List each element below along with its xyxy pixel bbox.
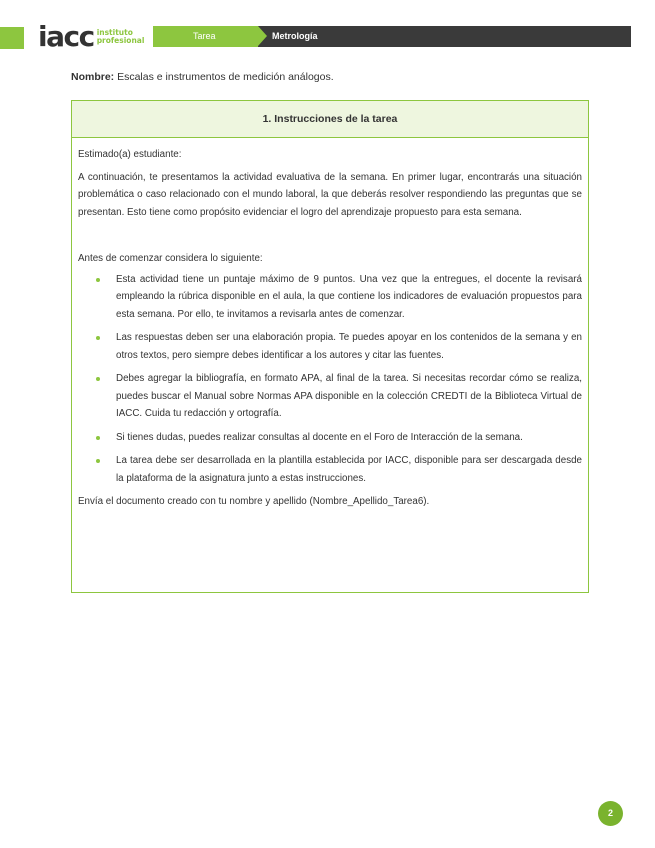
instructions-box — [71, 100, 589, 593]
instructions-body — [72, 138, 588, 511]
task-name-line — [71, 71, 334, 83]
section-title: 1. Instrucciones de la tarea — [72, 101, 588, 138]
page-number-badge: 2 — [598, 801, 623, 826]
logo-word: iacc — [38, 20, 94, 53]
subject-title: Metrología — [272, 31, 318, 41]
instruction-list — [78, 271, 582, 488]
list-item: Las respuestas deben ser una elaboración propia. Te puedes apoyar en los contenidos de la semana y en otros textos, pero siempre debes identificar a los autores y citar las fuentes. — [116, 329, 582, 364]
name-label: Nombre: — [71, 71, 115, 83]
list-item: Debes agregar la bibliografía, en formato APA, al final de la tarea. Si necesitas recordar cómo se realiza, puedes buscar el Manual sobre Normas APA disponible en la colección CREDTI de la Biblioteca Virtual de IACC. Cuida tu redacción y ortografía. — [116, 370, 582, 423]
greeting: Estimado(a) estudiante: — [78, 149, 182, 160]
iacc-logo — [38, 20, 145, 53]
logo-subtitle-line2: profesional — [96, 36, 145, 45]
tab-tarea: Tarea — [153, 26, 258, 47]
logo-subtitle — [97, 29, 145, 45]
logo-subtitle-line1: instituto — [96, 28, 133, 37]
before-start-text: Antes de comenzar considera lo siguiente: — [78, 253, 263, 264]
intro-paragraph: A continuación, te presentamos la actividad evaluativa de la semana. En primer lugar, encontrarás una situación problemática o caso relacionado con el mundo laboral, la que deberás resolver respondiendo las preguntas que se presentan. Esto tiene como propósito evidenciar el logro del aprendizaje propuesto para esta semana. — [78, 171, 582, 218]
list-item: Esta actividad tiene un puntaje máximo de 9 puntos. Una vez que la entregues, el docente la revisará empleando la rúbrica disponible en el aula, la que contiene los indicadores de evaluación propuestos para esta semana. Por ello, te invitamos a revisarla antes de comenzar. — [116, 271, 582, 324]
tab-arrow-shape — [258, 26, 267, 46]
list-item: Si tienes dudas, puedes realizar consultas al docente en el Foro de Interacción de la semana. — [116, 429, 582, 447]
send-note: Envía el documento creado con tu nombre y apellido (Nombre_Apellido_Tarea6). — [78, 496, 430, 507]
list-item: La tarea debe ser desarrollada en la plantilla establecida por IACC, disponible para ser descargada desde la plataforma de la asignatura junto a estas instrucciones. — [116, 452, 582, 487]
name-value: Escalas e instrumentos de medición análogos. — [117, 71, 334, 83]
brand-green-block — [0, 27, 24, 49]
